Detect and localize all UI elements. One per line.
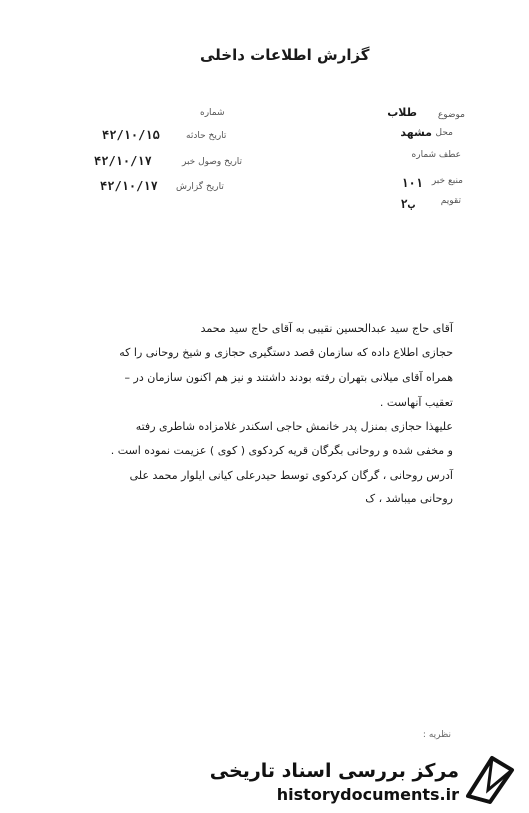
watermark-title: مرکز بررسی اسناد تاریخی [209,760,459,782]
body-line: آقای حاج سید عبدالحسین نقیبی به آقای حاج سید محمد [200,322,453,335]
footer-note: نظریه : [422,730,451,740]
report-date-value: ۴۲/۱۰/۱۷ [100,179,158,193]
subject-value: طلاب [387,106,417,119]
body-line: همراه آقای میلانی بتهران رفته بودند داشتند و نیز هم اکنون سازمان در – [124,371,453,384]
body-line: و مخفی شده و روحانی بگرگان قریه کردکوی ( کوی ) عزیمت نموده است . [110,444,453,457]
body-line: حجازی اطلاع داده که سازمان قصد دستگیری حجازی و شیخ روحانی را که [119,346,453,359]
location-label: محل [435,128,453,138]
report-date-label: تاریخ گزارش [176,182,224,192]
body-line: علیهذا حجازی بمنزل پدر خانمش حاجی اسکندر غلامزاده شاطری رفته [135,420,453,433]
evaluation-value: ب۲ [400,197,415,211]
receipt-date-label: تاریخ وصول خبر [182,157,243,167]
event-date-label: تاریخ حادثه [186,131,227,141]
body-line: تعقیب آنهاست . [379,396,453,409]
watermark-url: historydocuments.ir [276,785,459,804]
number-label: شماره [200,108,225,118]
book-logo-icon [462,752,518,808]
document-title: گزارش اطلاعات داخلی [200,46,370,64]
evaluation-label: تقویم [440,196,461,206]
event-date-value: ۴۲/۱۰/۱۵ [102,128,160,142]
list-number-label: عطف شماره [411,150,461,160]
source-label: منبع خبر [431,176,463,186]
receipt-date-value: ۴۲/۱۰/۱۷ [94,154,152,168]
source-value: ۱۰۱ [401,176,423,190]
body-line: روحانی میباشد ، ک [365,492,453,505]
subject-label: موضوع [437,110,465,120]
body-line: آدرس روحانی ، گرگان کردکوی توسط حیدرعلی کیانی ایلوار محمد علی [129,469,453,482]
location-value: مشهد [400,126,432,139]
